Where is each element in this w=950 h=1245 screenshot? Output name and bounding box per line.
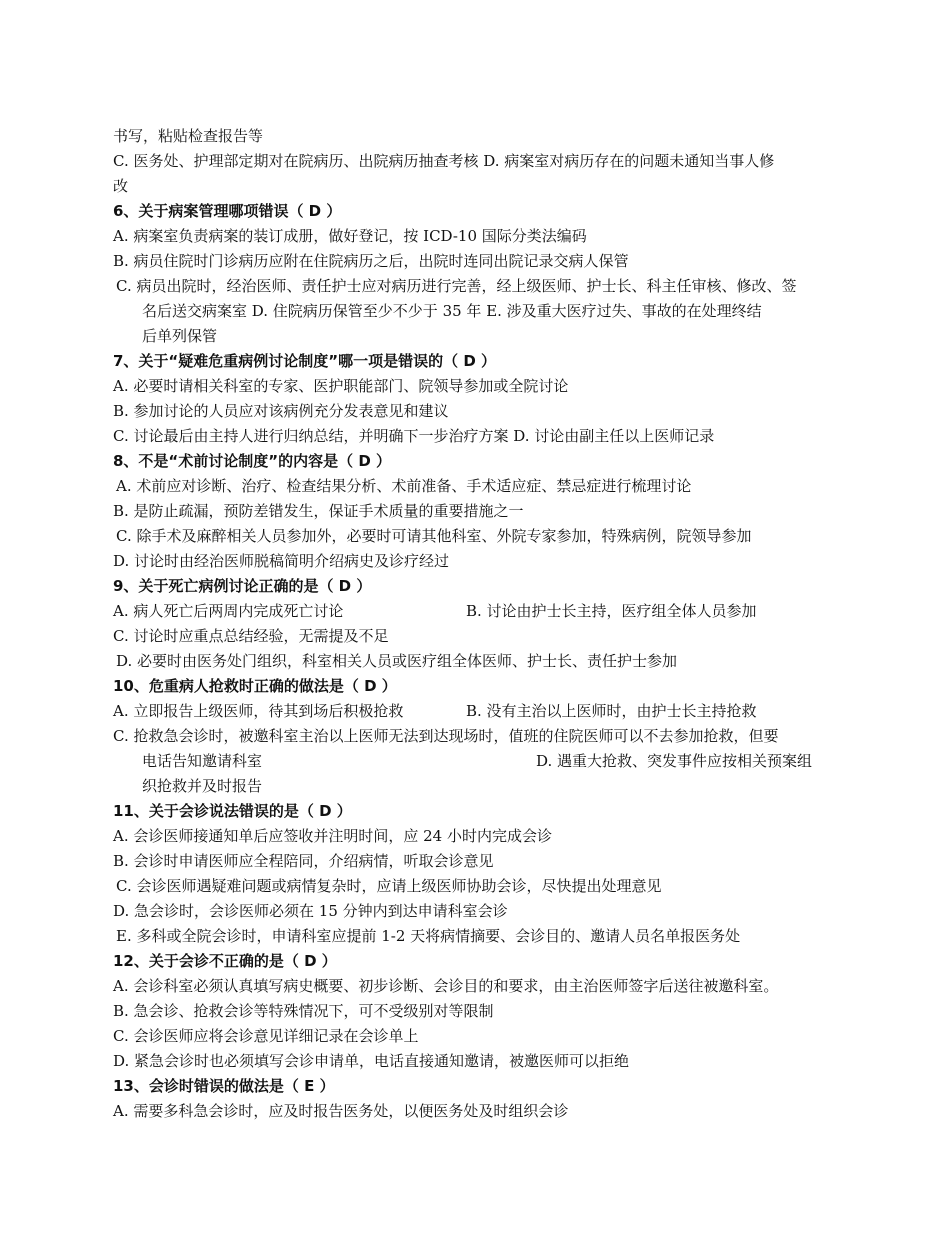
option-line: E. 多科或全院会诊时，申请科室应提前 1-2 天将病情摘要、会诊目的、邀请人员名单报医务处	[116, 927, 741, 945]
question-heading: 7、关于“疑难危重病例讨论制度”哪一项是错误的（ D ）	[113, 352, 497, 370]
option-line: A. 术前应对诊断、治疗、检查结果分析、术前准备、手术适应症、禁忌症进行梳理讨论	[116, 477, 692, 495]
question-heading: 11、关于会诊说法错误的是（ D ）	[113, 802, 352, 820]
option-line: B. 会诊时申请医师应全程陪同，介绍病情，听取会诊意见	[113, 852, 494, 870]
text-line: 改	[113, 177, 129, 195]
option-line: B. 急会诊、抢救会诊等特殊情况下，可不受级别对等限制	[113, 1002, 494, 1020]
option-line: C. 讨论时应重点总结经验，无需提及不足	[113, 627, 389, 645]
option-line: 电话告知邀请科室	[142, 752, 263, 770]
option-line: A. 必要时请相关科室的专家、医护职能部门、院领导参加或全院讨论	[113, 377, 569, 395]
option-line: C. 抢救急会诊时，被邀科室主治以上医师无法到达现场时，值班的住院医师可以不去参加抢救，但要	[113, 727, 779, 745]
option-line: C. 病员出院时，经治医师、责任护士应对病历进行完善，经上级医师、护士长、科主任审核、修改、签	[116, 277, 797, 295]
question-heading: 10、危重病人抢救时正确的做法是（ D ）	[113, 677, 397, 695]
option-line: D. 讨论时由经治医师脱稿简明介绍病史及诊疗经过	[113, 552, 450, 570]
option-line: A. 会诊科室必须认真填写病史概要、初步诊断、会诊目的和要求，由主治医师签字后送往被邀科室。	[113, 977, 779, 995]
option-line: C. 会诊医师遇疑难问题或病情复杂时，应请上级医师协助会诊，尽快提出处理意见	[116, 877, 662, 895]
question-heading: 12、关于会诊不正确的是（ D ）	[113, 952, 337, 970]
option-line: C. 会诊医师应将会诊意见详细记录在会诊单上	[113, 1027, 419, 1045]
question-heading: 13、会诊时错误的做法是（ E ）	[113, 1077, 335, 1095]
option-line: A. 立即报告上级医师，待其到场后积极抢救	[113, 702, 404, 720]
question-heading: 9、关于死亡病例讨论正确的是（ D ）	[113, 577, 372, 595]
option-line: D. 急会诊时，会诊医师必须在 15 分钟内到达申请科室会诊	[113, 902, 508, 920]
option-line: 后单列保管	[142, 327, 218, 345]
option-line: D. 遇重大抢救、突发事件应按相关预案组	[536, 752, 813, 770]
option-line: B. 讨论由护士长主持，医疗组全体人员参加	[466, 602, 757, 620]
option-line: D. 必要时由医务处门组织，科室相关人员或医疗组全体医师、护士长、责任护士参加	[116, 652, 678, 670]
option-line: A. 会诊医师接通知单后应签收并注明时间，应 24 小时内完成会诊	[113, 827, 552, 845]
question-heading: 6、关于病案管理哪项错误（ D ）	[113, 202, 342, 220]
option-line: B. 参加讨论的人员应对该病例充分发表意见和建议	[113, 402, 449, 420]
option-line: C. 除手术及麻醉相关人员参加外，必要时可请其他科室、外院专家参加，特殊病例，院领导参加	[116, 527, 752, 545]
option-line: A. 病人死亡后两周内完成死亡讨论	[113, 602, 344, 620]
option-line: B. 没有主治以上医师时，由护士长主持抢救	[466, 702, 757, 720]
text-line: C. 医务处、护理部定期对在院病历、出院病历抽查考核 D. 病案室对病历存在的问题未通知当事人修	[113, 152, 775, 170]
option-line: B. 病员住院时门诊病历应附在住院病历之后，出院时连同出院记录交病人保管	[113, 252, 629, 270]
option-line: A. 病案室负责病案的装订成册，做好登记，按 ICD-10 国际分类法编码	[113, 227, 587, 245]
option-line: A. 需要多科急会诊时，应及时报告医务处，以便医务处及时组织会诊	[113, 1102, 569, 1120]
text-line: 书写，粘贴检查报告等	[113, 127, 264, 145]
option-line: B. 是防止疏漏，预防差错发生，保证手术质量的重要措施之一	[113, 502, 524, 520]
option-line: 名后送交病案室 D. 住院病历保管至少不少于 35 年 E. 涉及重大医疗过失、事故的在处理终结	[142, 302, 762, 320]
option-line: D. 紧急会诊时也必须填写会诊申请单，电话直接通知邀请，被邀医师可以拒绝	[113, 1052, 630, 1070]
question-heading: 8、不是“术前讨论制度”的内容是（ D ）	[113, 452, 392, 470]
option-line: C. 讨论最后由主持人进行归纳总结，并明确下一步治疗方案 D. 讨论由副主任以上医师记录	[113, 427, 715, 445]
option-line: 织抢救并及时报告	[142, 777, 263, 795]
